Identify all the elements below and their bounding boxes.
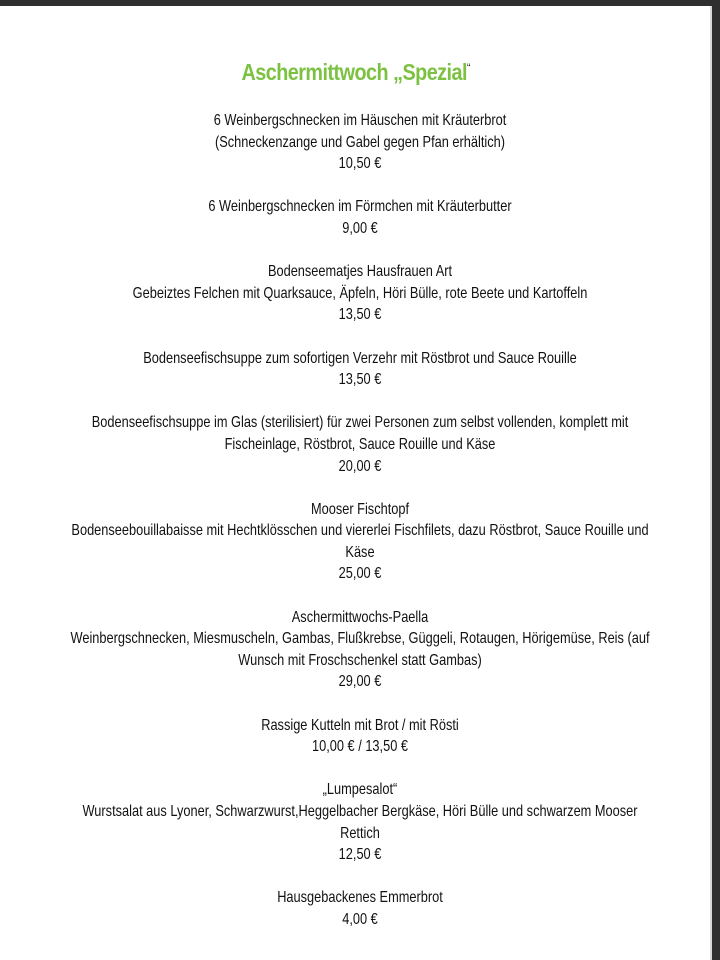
- menu-item: [0, 261, 720, 326]
- menu-item-text: Weinbergschnecken, Miesmuscheln, Gambas, Flußkrebse, Güggeli, Rotaugen, Hörigemüse, Reis (auf: [70, 630, 650, 648]
- menu-item-text: Fischeinlage, Röstbrot, Sauce Rouille und Käse: [224, 435, 496, 453]
- menu-title-text: Aschermittwoch „Spezial: [241, 59, 468, 85]
- menu-item: [0, 715, 720, 758]
- menu-item-price: 13,50 €: [338, 371, 382, 389]
- menu-item-text: Gebeiztes Felchen mit Quarksauce, Äpfeln, Höri Bülle, rote Beete und Kartoffeln: [132, 284, 588, 302]
- menu-item-text: „Lumpesalot“: [322, 781, 398, 799]
- menu-item-text: Bodenseebouillabaisse mit Hechtklösschen und viererlei Fischfilets, dazu Röstbrot, Sauce Rouille und: [71, 522, 649, 540]
- menu-item-text: Mooser Fischtopf: [310, 500, 410, 518]
- menu-item-text: 6 Weinbergschnecken im Häuschen mit Kräuterbrot: [213, 112, 507, 129]
- menu-item-price: 10,50 €: [338, 155, 382, 173]
- menu-title-closing-quote: “: [467, 61, 470, 75]
- menu-item-text: Rettich: [340, 824, 380, 842]
- menu-list: [0, 110, 720, 952]
- menu-item-price: 29,00 €: [338, 673, 382, 691]
- menu-item-price: 20,00 €: [338, 457, 382, 475]
- menu-item-text: Bodenseefischsuppe im Glas (sterilisiert) für zwei Personen zum selbst vollenden, komplett mit: [91, 414, 629, 432]
- menu-item-text: (Schneckenzange und Gabel gegen Pfan erhältich): [214, 133, 506, 151]
- menu-item-text: 6 Weinbergschnecken im Förmchen mit Kräuterbutter: [208, 198, 512, 216]
- menu-page: [0, 6, 712, 960]
- menu-item-text: Aschermittwochs-Paella: [291, 608, 429, 626]
- menu-item: [0, 196, 720, 239]
- menu-item: [0, 607, 720, 693]
- menu-item-text: Käse: [345, 543, 375, 561]
- menu-item-text: Wurstsalat aus Lyoner, Schwarzwurst,Heggelbacher Bergkäse, Höri Bülle und schwarzem Mooser: [82, 803, 638, 820]
- menu-item-text: Bodenseematjes Hausfrauen Art: [267, 263, 453, 281]
- menu-item-price: 4,00 €: [342, 910, 378, 928]
- menu-item: [0, 887, 720, 930]
- menu-item-price: 9,00 €: [342, 219, 378, 237]
- menu-title: [50, 59, 661, 86]
- menu-item-price: 13,50 €: [338, 306, 382, 324]
- menu-item-price: 25,00 €: [338, 565, 382, 583]
- menu-item-price: 12,50 €: [338, 846, 382, 864]
- menu-item: [0, 348, 720, 391]
- menu-item: [0, 779, 720, 865]
- menu-item: [0, 499, 720, 585]
- menu-item: [0, 110, 720, 175]
- menu-item-text: Hausgebackenes Emmerbrot: [277, 889, 443, 907]
- menu-item-text: Bodenseefischsuppe zum sofortigen Verzehr mit Röstbrot und Sauce Rouille: [143, 349, 577, 367]
- menu-item: [0, 412, 720, 477]
- menu-item-text: Wunsch mit Froschschenkel statt Gambas): [238, 651, 482, 669]
- menu-item-text: Rassige Kutteln mit Brot / mit Rösti: [261, 716, 459, 734]
- menu-item-price: 10,00 € / 13,50 €: [312, 738, 408, 756]
